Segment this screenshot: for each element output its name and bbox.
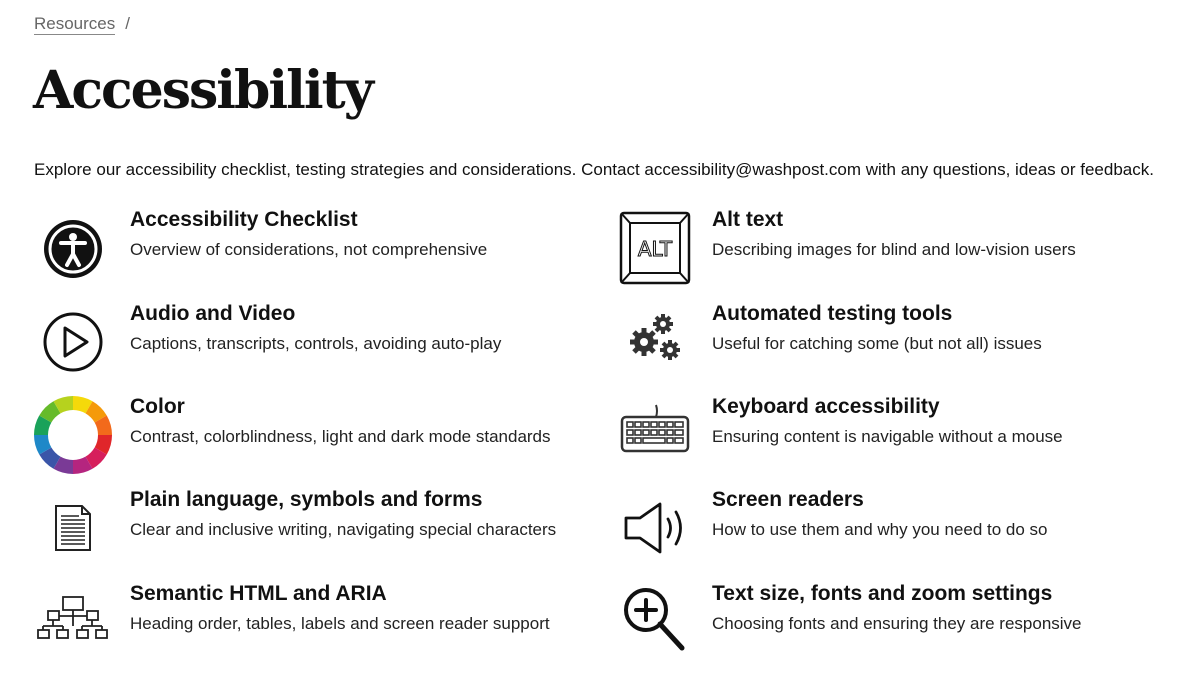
resource-alt-text[interactable]: [616, 208, 1176, 288]
resource-automated-testing[interactable]: [616, 302, 1176, 382]
color-wheel-icon: [34, 395, 114, 475]
document-icon: [34, 488, 114, 568]
resource-description: Clear and inclusive writing, navigating special characters: [130, 520, 557, 539]
resource-title: Color: [130, 395, 185, 418]
speaker-icon: [616, 488, 696, 568]
resource-title: Screen readers: [712, 488, 864, 511]
resource-accessibility-checklist[interactable]: [34, 208, 594, 288]
resource-title: Keyboard accessibility: [712, 395, 940, 418]
resource-plain-language[interactable]: [34, 488, 594, 568]
resource-description: Ensuring content is navigable without a mouse: [712, 427, 1063, 446]
resource-description: Describing images for blind and low-vision users: [712, 240, 1076, 259]
resource-description: Overview of considerations, not comprehensive: [130, 240, 488, 259]
resource-description: Contrast, colorblindness, light and dark mode standards: [130, 427, 551, 446]
page-title: Accessibility: [33, 60, 372, 121]
resource-title: Text size, fonts and zoom settings: [712, 582, 1053, 605]
alt-key-icon: [616, 208, 696, 288]
resource-description: Heading order, tables, labels and screen reader support: [130, 614, 550, 633]
resource-description: How to use them and why you need to do so: [712, 520, 1048, 539]
resource-title: Semantic HTML and ARIA: [130, 582, 387, 605]
resource-audio-video[interactable]: [34, 302, 594, 382]
resource-description: Useful for catching some (but not all) issues: [712, 334, 1042, 353]
resource-title: Alt text: [712, 208, 784, 231]
resource-title: Audio and Video: [130, 302, 296, 325]
resource-text-size[interactable]: [616, 582, 1176, 662]
resource-semantic-html[interactable]: [34, 582, 594, 662]
alt-key-label: ALT: [637, 237, 673, 261]
intro-text: Explore our accessibility checklist, testing strategies and considerations. Contact accessibility@washpost.com with any questions, ideas or feedback.: [34, 160, 1154, 179]
hierarchy-diagram-icon: [34, 582, 114, 662]
resource-title: Automated testing tools: [712, 302, 953, 325]
breadcrumb-resources-link[interactable]: Resources: [34, 14, 116, 33]
resource-title: Accessibility Checklist: [130, 208, 358, 231]
resource-keyboard[interactable]: [616, 395, 1176, 475]
keyboard-icon: [616, 395, 696, 475]
accessibility-person-icon: [34, 208, 114, 288]
zoom-in-icon: [616, 582, 696, 662]
resource-description: Captions, transcripts, controls, avoiding auto-play: [130, 334, 502, 353]
resource-screen-readers[interactable]: [616, 488, 1176, 568]
play-circle-icon: [34, 302, 114, 382]
resource-description: Choosing fonts and ensuring they are responsive: [712, 614, 1082, 633]
breadcrumb: [34, 14, 130, 34]
gears-icon: [616, 302, 696, 382]
resource-color[interactable]: [34, 395, 594, 475]
resource-title: Plain language, symbols and forms: [130, 488, 483, 511]
breadcrumb-separator: /: [125, 14, 130, 33]
